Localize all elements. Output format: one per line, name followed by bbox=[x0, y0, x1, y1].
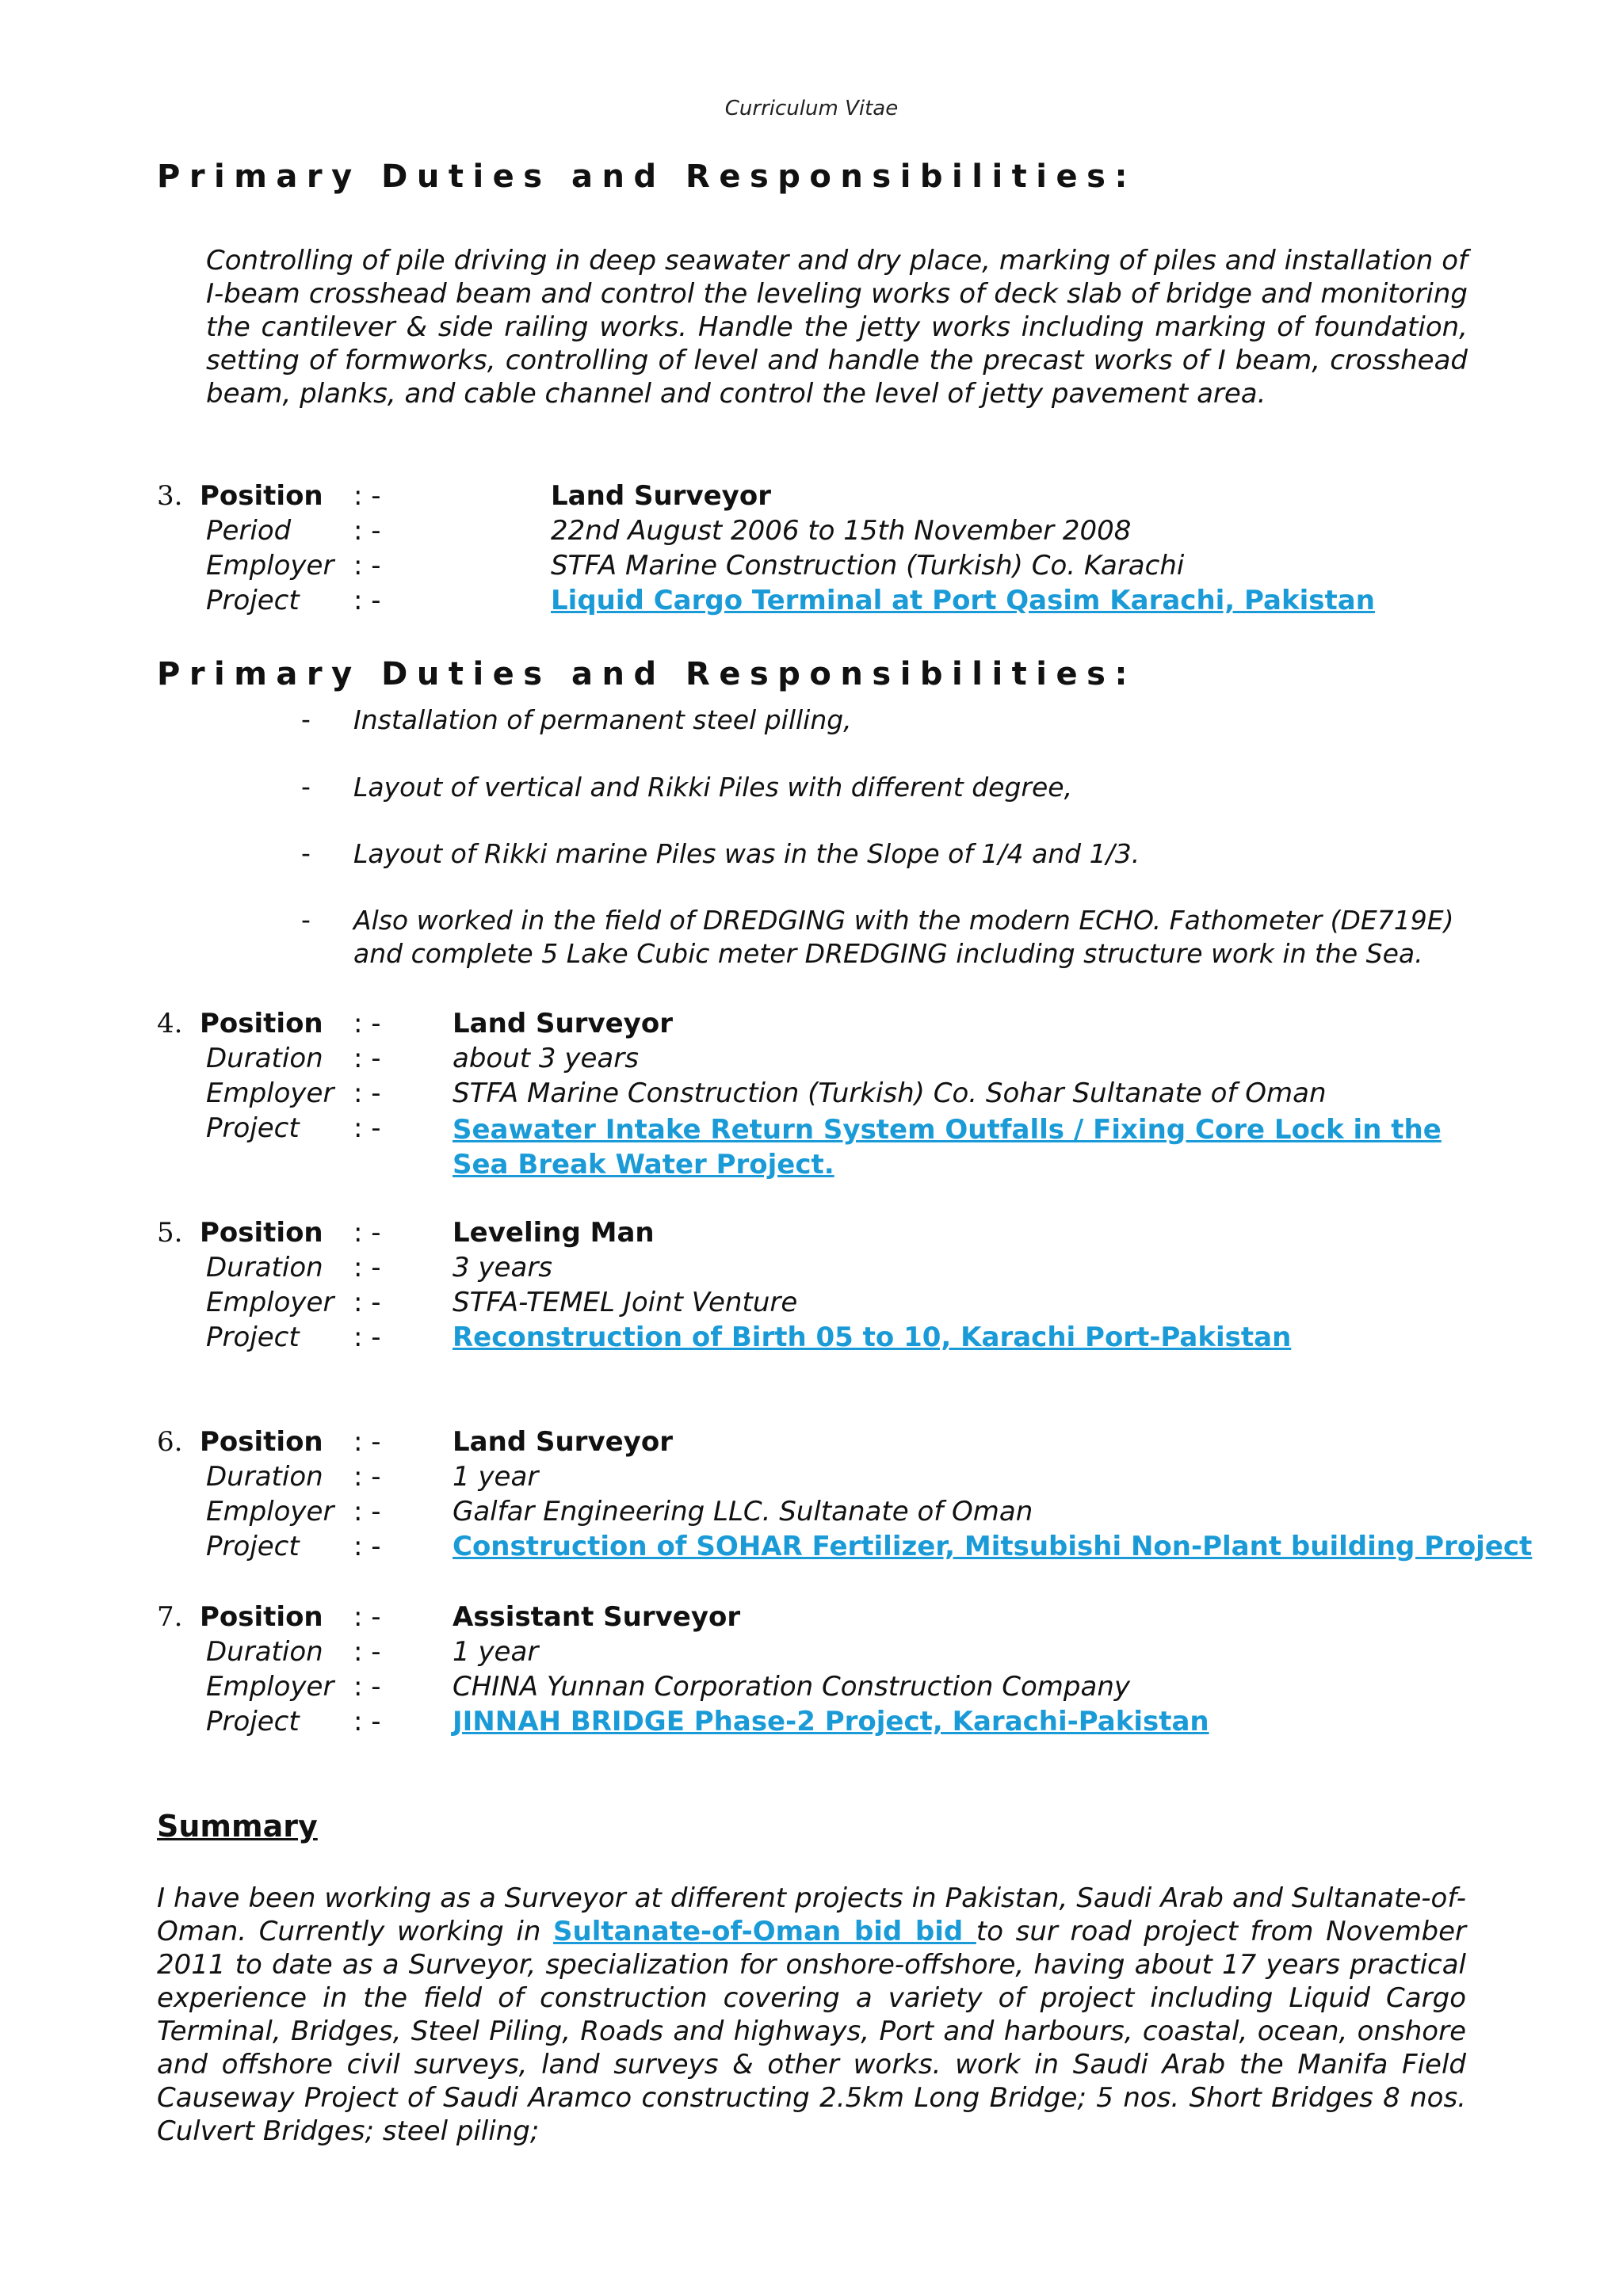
duration-label: Duration bbox=[206, 1461, 323, 1493]
separator: : - bbox=[353, 515, 381, 547]
separator: : - bbox=[353, 1426, 381, 1458]
duration-value: 1 year bbox=[453, 1461, 539, 1493]
position-value: Land Surveyor bbox=[551, 480, 771, 512]
position-value: Land Surveyor bbox=[453, 1008, 673, 1039]
position-value: Leveling Man bbox=[453, 1217, 655, 1249]
project-link[interactable]: JINNAH BRIDGE Phase-2 Project, Karachi-Pakistan bbox=[453, 1706, 1209, 1737]
position-label: Position bbox=[200, 480, 323, 512]
separator: : - bbox=[353, 1531, 381, 1562]
project-link[interactable]: Liquid Cargo Terminal at Port Qasim Karachi, Pakistan bbox=[551, 585, 1375, 616]
project-label: Project bbox=[206, 1322, 300, 1353]
bullet-text: Also worked in the field of DREDGING with the modern ECHO. Fathometer (DE719E) and complete 5 Lake Cubic meter DREDGING including structure work in the Sea. bbox=[353, 905, 1454, 969]
employer-value: STFA Marine Construction (Turkish) Co. Karachi bbox=[551, 550, 1185, 582]
position-value: Assistant Surveyor bbox=[453, 1601, 741, 1633]
project-link[interactable]: Reconstruction of Birth 05 to 10, Karachi Port-Pakistan bbox=[453, 1322, 1292, 1353]
entry-number: 5. bbox=[157, 1217, 183, 1249]
period-value: 22nd August 2006 to 15th November 2008 bbox=[551, 515, 1132, 547]
section-heading-duties-2: Primary Duties and Responsibilities: bbox=[157, 656, 1136, 692]
summary-paragraph bbox=[157, 1882, 1466, 2148]
employer-label: Employer bbox=[206, 1496, 334, 1527]
bullet-text: Layout of Rikki marine Piles was in the Slope of 1/4 and 1/3. bbox=[353, 838, 1140, 869]
project-label: Project bbox=[206, 1531, 300, 1562]
project-label: Project bbox=[206, 1706, 300, 1737]
entry-number: 7. bbox=[157, 1601, 183, 1633]
separator: : - bbox=[353, 1043, 381, 1074]
position-label: Position bbox=[200, 1426, 323, 1458]
separator: : - bbox=[353, 1008, 381, 1039]
position-label: Position bbox=[200, 1601, 323, 1633]
summary-text-after: to sur road project from November 2011 to date as a Surveyor, specialization for onshore-offshore, having about 17 years practical experience in the field of construction covering a variety of project including Liquid Cargo Terminal, Bridges, Steel Piling, Roads and highways, Port and harbours, coastal, ocean, onshore and offshore civil surveys, land surveys & other works. work in Saudi Arab the Manifa Field Causeway Project of Saudi Aramco constructing 2.5km Long Bridge; 5 nos. Short Bridges 8 nos. Culvert Bridges; steel piling; bbox=[157, 1916, 1466, 2147]
position-value: Land Surveyor bbox=[453, 1426, 673, 1458]
separator: : - bbox=[353, 1252, 381, 1283]
duties-paragraph: Controlling of pile driving in deep seawater and dry place, marking of piles and installation of I-beam crosshead beam and control the leveling works of deck slab of bridge and monitoring the cantilever & side railing works. Handle the jetty works including marking of foundation, setting of formworks, controlling of level and handle the precast works of I beam, crosshead beam, planks, and cable channel and control the level of jetty pavement area. bbox=[206, 245, 1468, 410]
bullet-text: Layout of vertical and Rikki Piles with different degree, bbox=[353, 772, 1073, 803]
duration-value: 1 year bbox=[453, 1636, 539, 1668]
employer-label: Employer bbox=[206, 550, 334, 582]
summary-link[interactable]: Sultanate-of-Oman bid bid bbox=[553, 1916, 976, 1947]
employer-label: Employer bbox=[206, 1287, 334, 1318]
separator: : - bbox=[353, 1077, 381, 1109]
separator: : - bbox=[353, 1461, 381, 1493]
employer-label: Employer bbox=[206, 1077, 334, 1109]
separator: : - bbox=[353, 585, 381, 616]
bullet-dash: - bbox=[301, 704, 311, 734]
summary-heading: Summary bbox=[157, 1809, 318, 1844]
separator: : - bbox=[353, 480, 381, 512]
separator: : - bbox=[353, 1217, 381, 1249]
separator: : - bbox=[353, 550, 381, 582]
duration-label: Duration bbox=[206, 1252, 323, 1283]
bullet-text: Installation of permanent steel pilling, bbox=[353, 704, 852, 735]
section-heading-duties-1: Primary Duties and Responsibilities: bbox=[157, 158, 1136, 195]
page-header-title: Curriculum Vitae bbox=[724, 97, 899, 120]
employer-value: Galfar Engineering LLC. Sultanate of Oman bbox=[453, 1496, 1033, 1527]
duration-label: Duration bbox=[206, 1636, 323, 1668]
separator: : - bbox=[353, 1112, 381, 1144]
employer-value: STFA-TEMEL Joint Venture bbox=[453, 1287, 798, 1318]
separator: : - bbox=[353, 1322, 381, 1353]
bullet-dash: - bbox=[301, 904, 311, 935]
project-link[interactable]: Seawater Intake Return System Outfalls / Fixing Core Lock in the Sea Break Water Project. bbox=[453, 1114, 1442, 1180]
bullet-dash: - bbox=[301, 837, 311, 868]
duration-value: 3 years bbox=[453, 1252, 553, 1283]
entry-number: 4. bbox=[157, 1008, 183, 1039]
summary-text-before: I have been working as a Surveyor at different projects in Pakistan, Saudi Arab and Sultanate-of-Oman. Currently working in bbox=[157, 1882, 1466, 1947]
position-label: Position bbox=[200, 1008, 323, 1039]
separator: : - bbox=[353, 1601, 381, 1633]
position-label: Position bbox=[200, 1217, 323, 1249]
duration-label: Duration bbox=[206, 1043, 323, 1074]
duration-value: about 3 years bbox=[453, 1043, 639, 1074]
separator: : - bbox=[353, 1671, 381, 1703]
project-label: Project bbox=[206, 1112, 300, 1144]
employer-label: Employer bbox=[206, 1671, 334, 1703]
bullet-dash: - bbox=[301, 771, 311, 802]
project-link[interactable]: Construction of SOHAR Fertilizer, Mitsubishi Non-Plant building Project bbox=[453, 1531, 1533, 1562]
entry-number: 3. bbox=[157, 480, 183, 512]
separator: : - bbox=[353, 1636, 381, 1668]
separator: : - bbox=[353, 1287, 381, 1318]
project-label: Project bbox=[206, 585, 300, 616]
employer-value: STFA Marine Construction (Turkish) Co. Sohar Sultanate of Oman bbox=[453, 1077, 1327, 1109]
separator: : - bbox=[353, 1706, 381, 1737]
period-label: Period bbox=[206, 515, 292, 547]
employer-value: CHINA Yunnan Corporation Construction Company bbox=[453, 1671, 1131, 1703]
separator: : - bbox=[353, 1496, 381, 1527]
entry-number: 6. bbox=[157, 1426, 183, 1458]
